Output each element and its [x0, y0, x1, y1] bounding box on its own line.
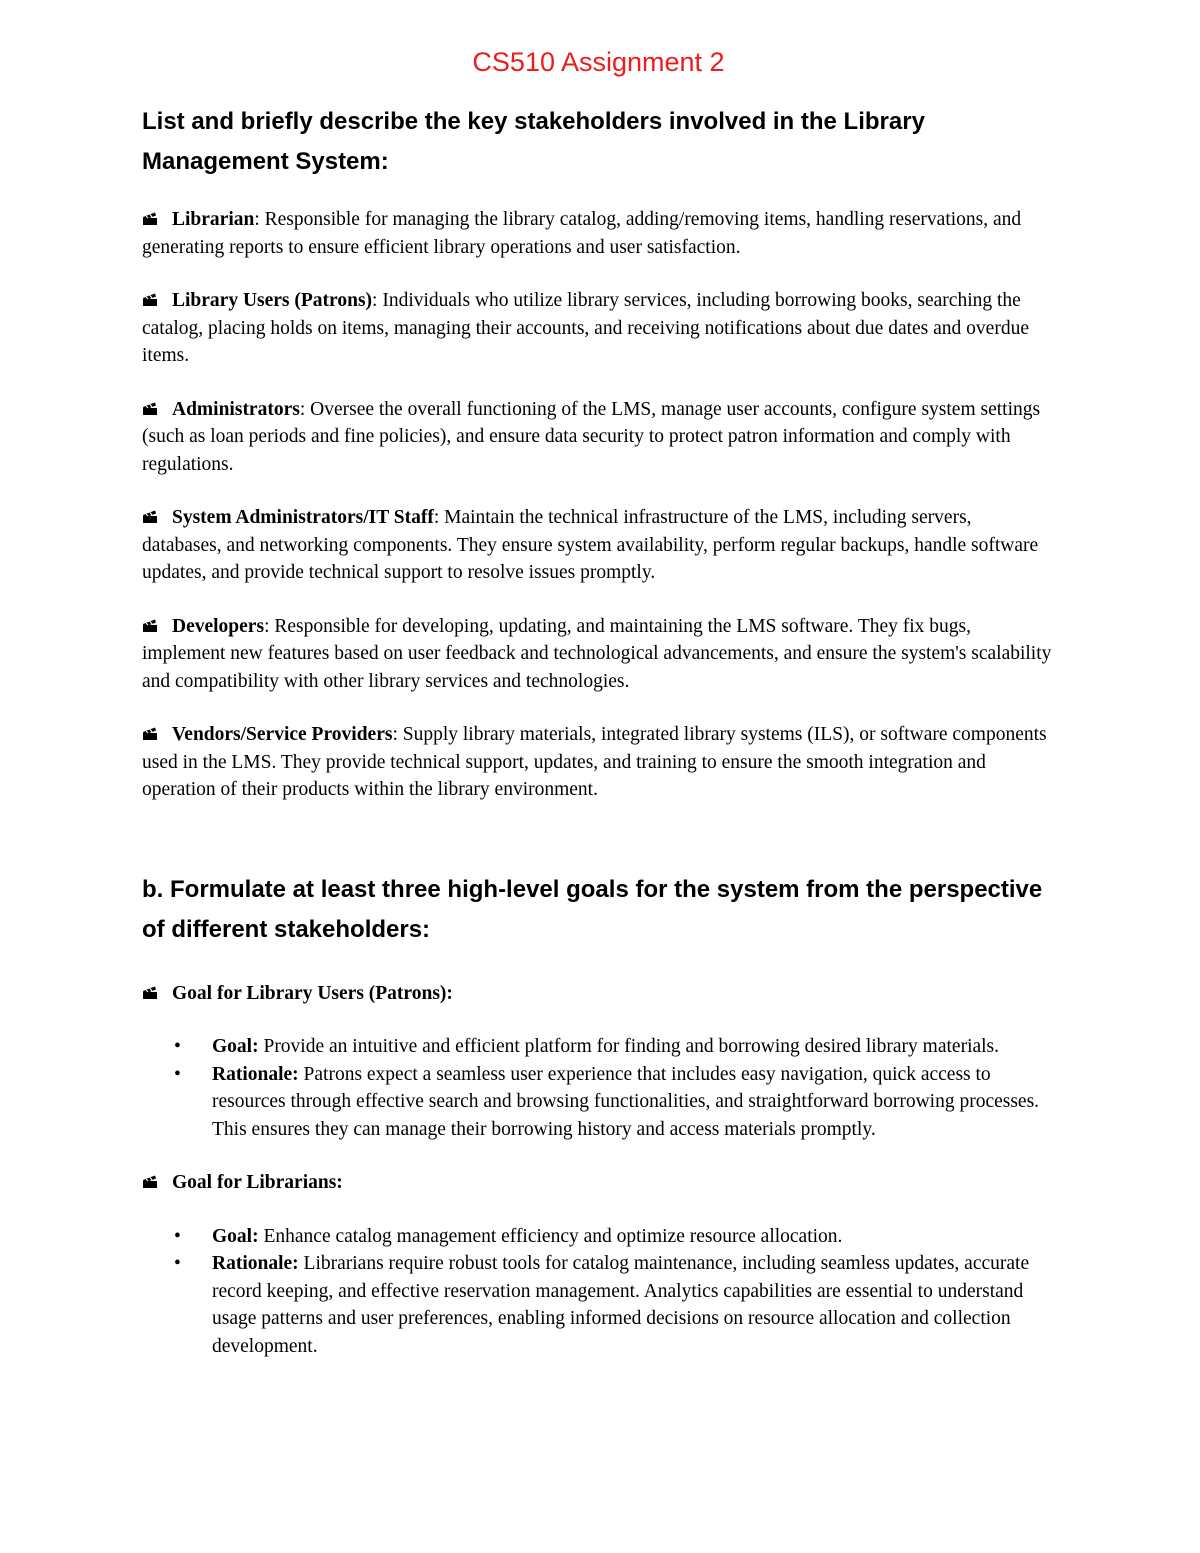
document-title: CS510 Assignment 2	[472, 47, 725, 77]
goal-text: Enhance catalog management efficiency and optimize resource allocation.	[258, 1225, 843, 1247]
clapperboard-icon	[142, 212, 158, 226]
list-item	[174, 1223, 1055, 1251]
stakeholder-item	[142, 613, 1055, 696]
goal-heading	[142, 980, 1055, 1008]
goal-heading-text: Goal for Librarians:	[172, 1172, 343, 1193]
section-a-heading: List and briefly describe the key stakeholders involved in the Library Management System:	[142, 108, 925, 175]
rationale-label: Rationale:	[212, 1253, 299, 1274]
bullet-dot: •	[174, 1063, 181, 1085]
stakeholder-description: : Individuals who utilize library services, including borrowing books, searching the catalog, placing holds on items, managing their accounts, and receiving notifications about due dates and overdue items.	[142, 290, 1029, 366]
clapperboard-icon	[142, 619, 158, 633]
section-b-heading: b. Formulate at least three high-level goals for the system from the perspective of different stakeholders:	[142, 875, 1043, 943]
clapperboard-icon	[142, 986, 158, 1000]
list-item	[174, 1250, 1055, 1360]
stakeholder-name: Developers	[172, 615, 265, 637]
clapperboard-icon	[142, 510, 158, 524]
clapperboard-icon	[142, 402, 158, 416]
goal-text: Provide an intuitive and efficient platform for finding and borrowing desired library materials.	[258, 1036, 1000, 1057]
stakeholder-item	[142, 206, 1055, 261]
list-item	[174, 1033, 1055, 1061]
goal-label: Goal:	[212, 1036, 259, 1057]
stakeholder-name: Vendors/Service Providers	[172, 724, 393, 745]
goal-list	[142, 1223, 1055, 1361]
stakeholder-name: System Administrators/IT Staff	[172, 507, 434, 528]
stakeholder-name: Librarian	[172, 209, 255, 230]
clapperboard-icon	[142, 293, 158, 307]
bullet-dot: •	[174, 1253, 181, 1274]
stakeholder-description: : Supply library materials, integrated library systems (ILS), or software components used in the LMS. They provide technical support, updates, and training to ensure the smooth integration and operation of their products within the library environment.	[142, 724, 1047, 800]
goal-list	[142, 1033, 1055, 1143]
list-item	[174, 1061, 1055, 1144]
stakeholder-item	[142, 396, 1055, 479]
stakeholder-description: : Responsible for developing, updating, and maintaining the LMS software. They fix bugs, implement new features based on user feedback and technological advancements, and ensure the system's scalability and compatibility with other library services and technologies.	[142, 615, 1052, 692]
goal-heading-text: Goal for Library Users (Patrons):	[172, 982, 453, 1004]
stakeholder-item	[142, 287, 1055, 370]
stakeholder-description: : Oversee the overall functioning of the LMS, manage user accounts, configure system settings (such as loan periods and fine policies), and ensure data security to protect patron information and comply with regulations.	[142, 398, 1041, 475]
rationale-text: Patrons expect a seamless user experience that includes easy navigation, quick access to resources through effective search and browsing functionalities, and straightforward borrowing processes. This ensures they can manage their borrowing history and access materials promptly.	[212, 1063, 1040, 1140]
bullet-dot: •	[174, 1225, 181, 1247]
rationale-label: Rationale:	[212, 1063, 299, 1085]
stakeholder-description: : Responsible for managing the library catalog, adding/removing items, handling reservations, and generating reports to ensure efficient library operations and user satisfaction.	[142, 209, 1022, 258]
stakeholder-item	[142, 504, 1055, 587]
stakeholder-description: : Maintain the technical infrastructure of the LMS, including servers, databases, and networking components. They ensure system availability, perform regular backups, handle software updates, and provide technical support to resolve issues promptly.	[142, 507, 1039, 583]
stakeholder-item	[142, 721, 1055, 804]
clapperboard-icon	[142, 727, 158, 741]
stakeholder-name: Administrators	[172, 398, 300, 420]
clapperboard-icon	[142, 1175, 158, 1189]
goal-label: Goal:	[212, 1225, 259, 1247]
bullet-dot: •	[174, 1036, 181, 1057]
rationale-text: Librarians require robust tools for catalog maintenance, including seamless updates, accurate record keeping, and effective reservation management. Analytics capabilities are essential to understand usage patterns and user preferences, enabling informed decisions on resource allocation and collection development.	[212, 1253, 1030, 1357]
goal-heading	[142, 1169, 1055, 1197]
stakeholder-name: Library Users (Patrons)	[172, 290, 373, 311]
